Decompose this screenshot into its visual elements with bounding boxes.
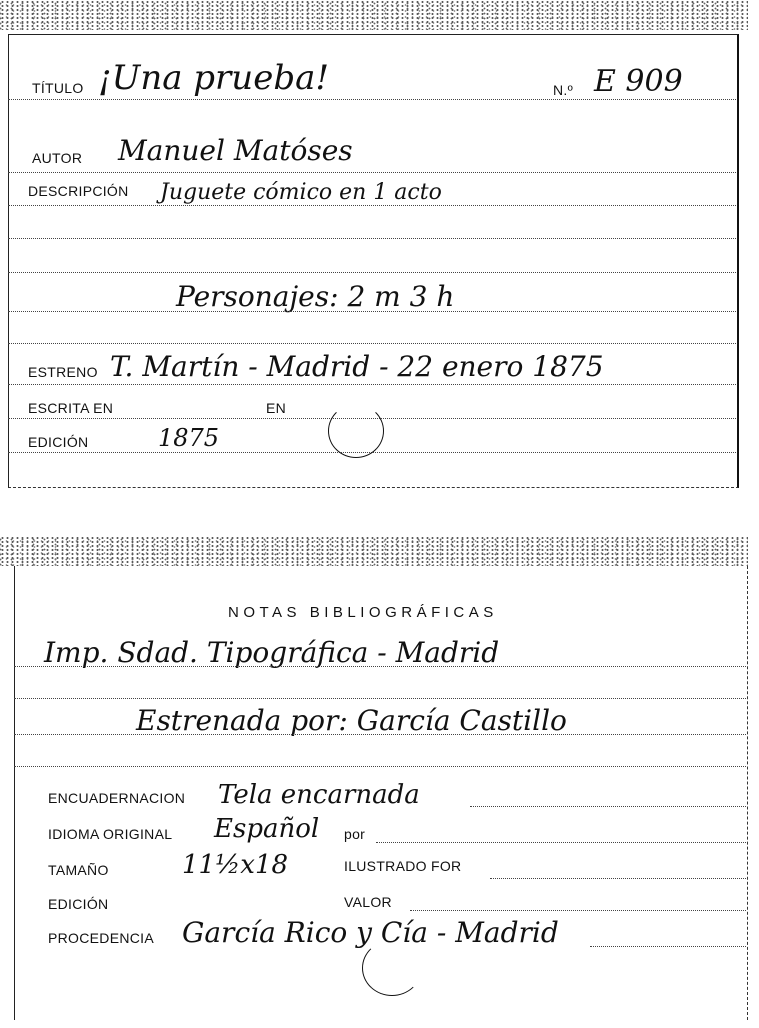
dotted-rule	[8, 238, 736, 239]
catalog-card-title	[0, 0, 748, 494]
dotted-rule	[14, 734, 746, 735]
personajes-value: Personajes: 2 m 3 h	[176, 280, 455, 313]
autor-value: Manuel Matóses	[118, 134, 353, 167]
numero-value: E 909	[594, 64, 683, 99]
procedencia-value: García Rico y Cía - Madrid	[182, 916, 559, 949]
dotted-rule	[470, 806, 746, 807]
estreno-label: ESTRENO	[28, 364, 98, 380]
dotted-rule	[590, 946, 746, 947]
dotted-rule	[8, 99, 736, 100]
edicion-value: 1875	[158, 424, 220, 452]
dotted-rule	[8, 311, 736, 312]
descripcion-label: DESCRIPCIÓN	[28, 183, 129, 199]
nota-imprenta: Imp. Sdad. Tipográfica - Madrid	[44, 636, 500, 669]
catalog-card-notes	[0, 536, 748, 1028]
valor-label: VALOR	[344, 894, 392, 910]
dotted-rule	[376, 842, 746, 843]
numero-label: N.º	[553, 82, 574, 98]
card-edge-speckle	[0, 536, 748, 566]
nota-estrenada: Estrenada por: García Castillo	[136, 704, 567, 737]
edicion-label: EDICIÓN	[28, 434, 89, 450]
en-label: EN	[266, 400, 287, 416]
tamano-label: TAMAÑO	[48, 862, 109, 878]
dotted-rule	[14, 666, 746, 667]
stamp-seal	[362, 940, 422, 996]
encuadernacion-label: ENCUADERNACION	[48, 790, 186, 806]
dotted-rule	[8, 272, 736, 273]
dotted-rule	[8, 384, 736, 385]
dotted-rule	[14, 766, 746, 767]
por-label: por	[344, 826, 366, 842]
descripcion-value: Juguete cómico en 1 acto	[160, 180, 442, 205]
tamano-value: 11½x18	[182, 850, 289, 880]
encuadernacion-value: Tela encarnada	[218, 780, 420, 810]
stamp-seal	[328, 404, 384, 458]
dotted-rule	[8, 205, 736, 206]
card-edge-speckle	[0, 0, 748, 30]
dotted-rule	[14, 698, 746, 699]
ilustrado-label: ILUSTRADO FOR	[344, 858, 462, 874]
titulo-label: TÍTULO	[32, 80, 84, 96]
estreno-value: T. Martín - Madrid - 22 enero 1875	[110, 350, 604, 383]
dotted-rule	[8, 172, 736, 173]
idioma-value: Español	[214, 814, 320, 844]
dotted-rule	[410, 910, 746, 911]
escrita-label: ESCRITA EN	[28, 400, 114, 416]
titulo-value: ¡Una prueba!	[98, 58, 330, 98]
notes-heading: NOTAS BIBLIOGRÁFICAS	[228, 604, 498, 621]
edicion-label: EDICIÓN	[48, 896, 109, 912]
dotted-rule	[8, 343, 736, 344]
dotted-rule	[490, 878, 746, 879]
autor-label: AUTOR	[32, 150, 83, 166]
idioma-label: IDIOMA ORIGINAL	[48, 826, 173, 842]
procedencia-label: PROCEDENCIA	[48, 930, 154, 946]
